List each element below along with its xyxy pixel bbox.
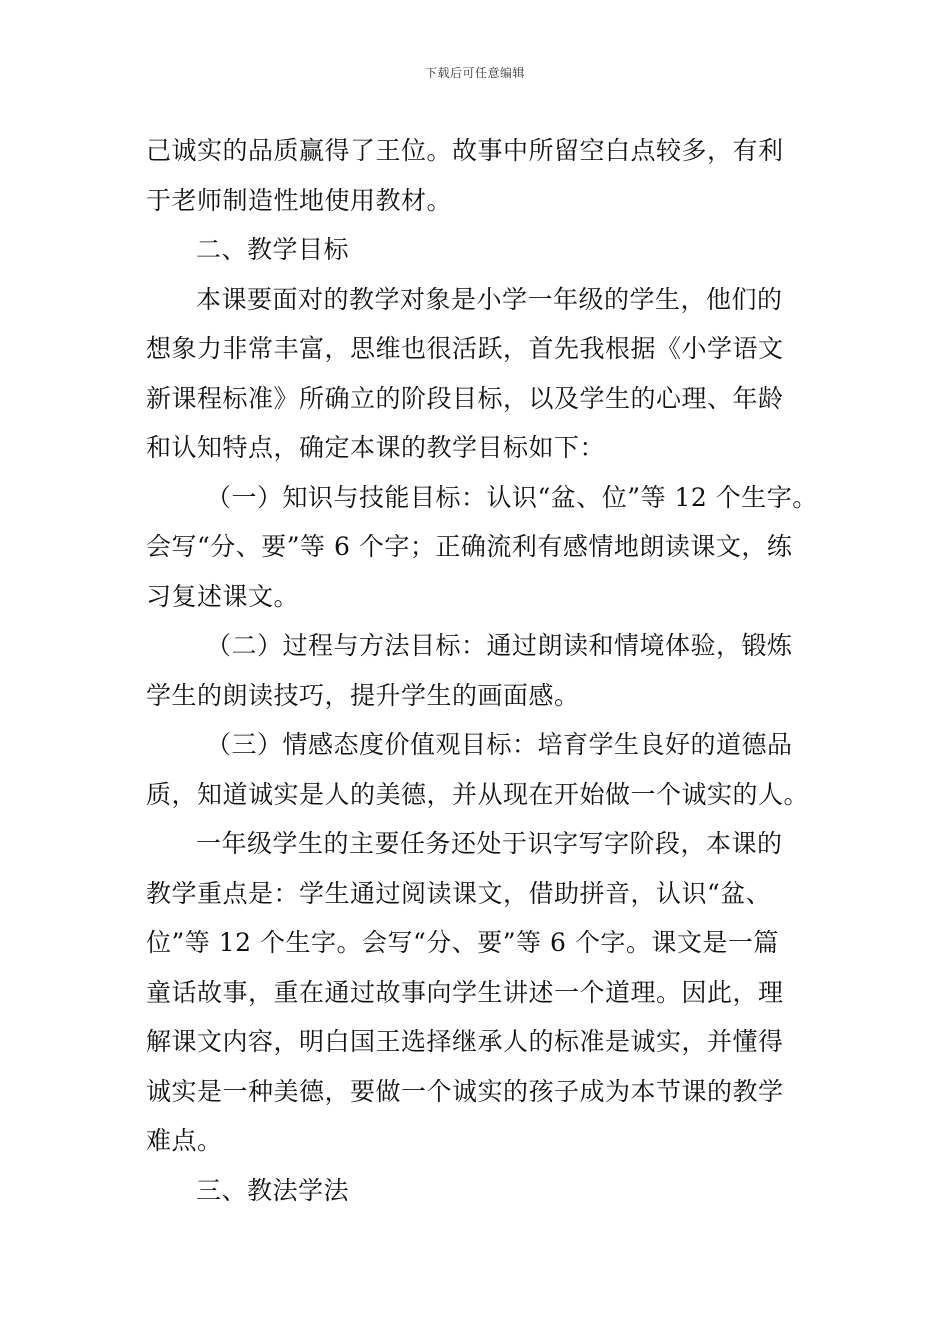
text-line: 学生的朗读技巧，提升学生的画面感。 [146, 680, 580, 710]
page-header-note: 下载后可任意编辑 [424, 66, 525, 80]
text-line: 诚实是一种美德，要做一个诚实的孩子成为本节课的教学 [146, 1076, 784, 1106]
text-line: 一年级学生的主要任务还处于识字写字阶段，本课的 [196, 829, 783, 858]
text-line: 教学重点是：学生通过阅读课文，借助拼音，认识“盆、 [146, 878, 772, 908]
text-line: 新课程标准》所确立的阶段目标，以及学生的心理、年龄 [146, 383, 784, 413]
text-line: 和认知特点，确定本课的教学目标如下： [146, 433, 606, 462]
text-line: 于老师制造性地使用教材。 [146, 185, 453, 215]
text-line: 想象力非常丰富，思维也很活跃，首先我根据《小学语文 [146, 334, 784, 363]
document-body [146, 126, 826, 1215]
text-line: 童话故事，重在通过故事向学生讲述一个道理。因此，理 [146, 977, 784, 1007]
text-line: 习复述课文。 [146, 581, 300, 611]
text-line: （三）情感态度价值观目标：培育学生良好的道德品 [206, 730, 793, 759]
text-line: （二）过程与方法目标：通过朗读和情境体验，锻炼 [206, 631, 793, 660]
text-line: 己诚实的品质赢得了王位。故事中所留空白点较多，有利 [146, 136, 784, 165]
text-line: 难点。 [146, 1126, 223, 1155]
text-line: 会写“分、要”等 6 个字；正确流利有感情地朗读课文，练 [146, 532, 793, 561]
section-heading: 三、教法学法 [196, 1175, 350, 1205]
text-line: （一）知识与技能目标：认识“盆、位”等 12 个生字。 [206, 482, 818, 512]
text-line: 解课文内容，明白国王选择继承人的标准是诚实，并懂得 [146, 1027, 784, 1056]
text-line: 本课要面对的教学对象是小学一年级的学生，他们的 [196, 284, 783, 314]
text-line: 质，知道诚实是人的美德，并从现在开始做一个诚实的人。 [146, 779, 810, 809]
text-line: 位”等 12 个生字。会写“分、要”等 6 个字。课文是一篇 [146, 928, 779, 957]
section-heading: 二、教学目标 [196, 235, 350, 264]
